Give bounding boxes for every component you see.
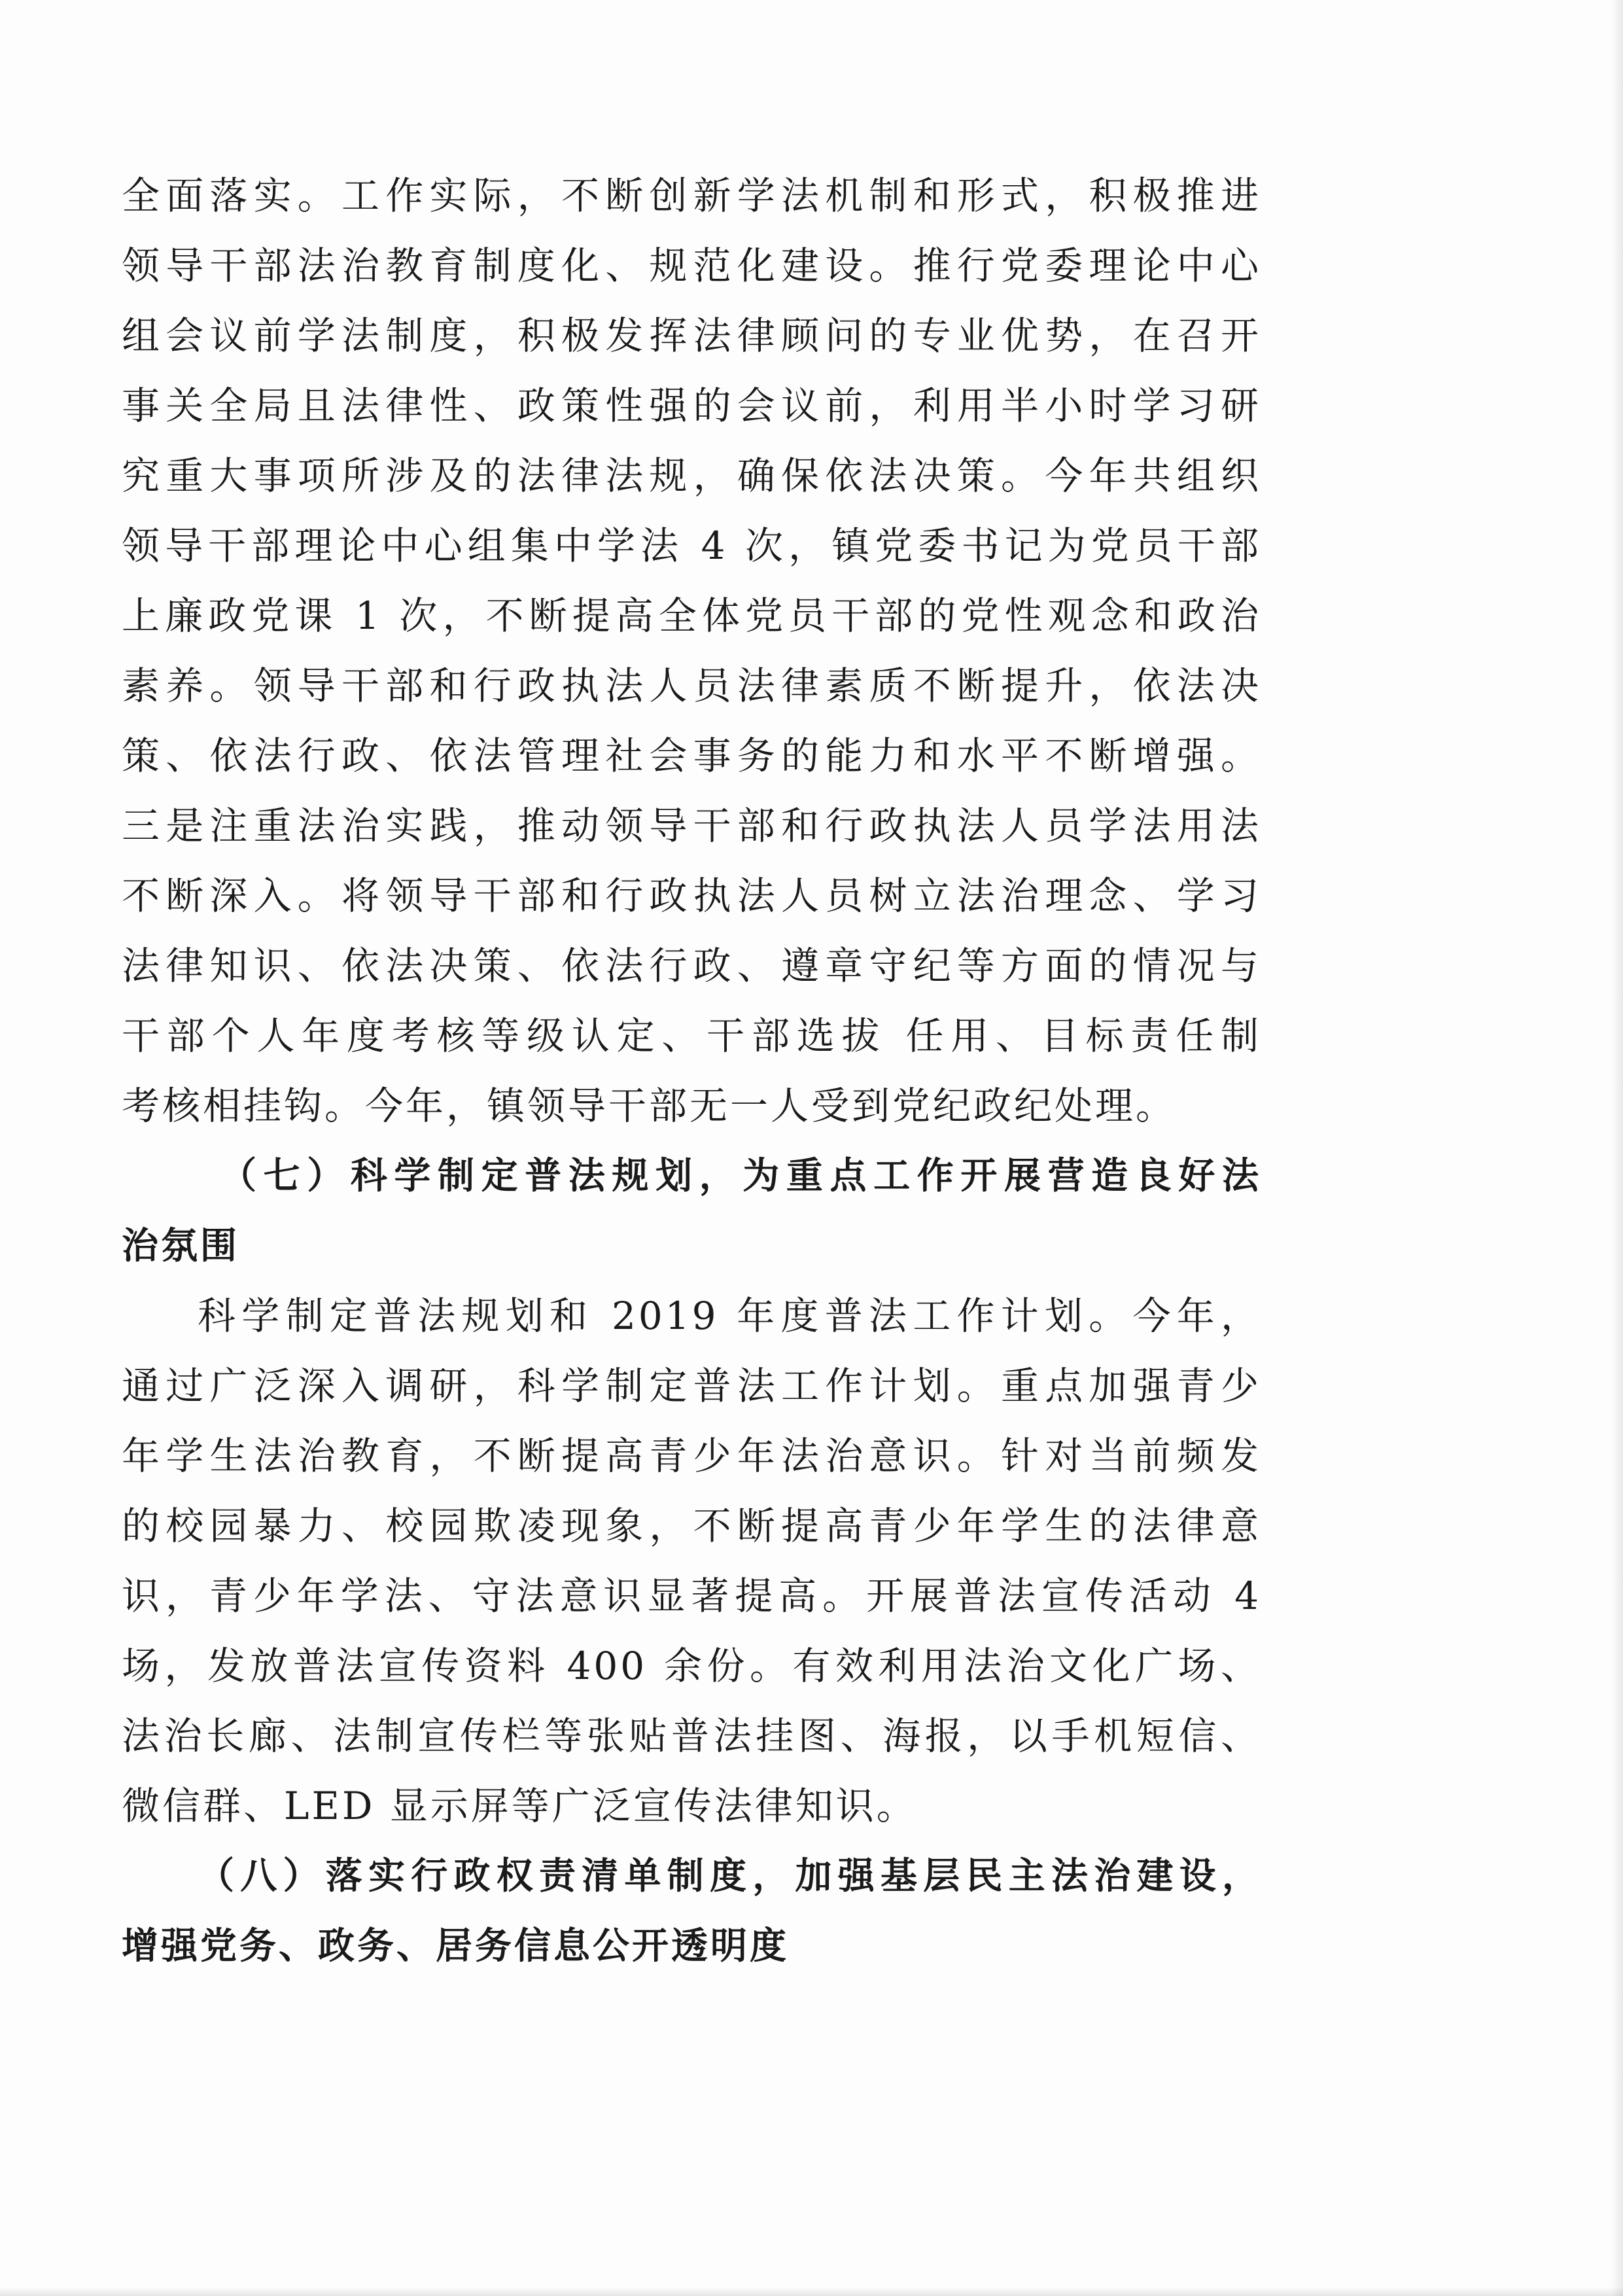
section-heading-8-cont: 增强党务、政务、居务信息公开透明度 [122, 1925, 789, 1968]
body-line: 素养。领导干部和行政执法人员法律素质不断提升，依法决 [122, 663, 1261, 708]
scan-shadow-right [1611, 0, 1623, 2296]
body-line: 全面落实。工作实际，不断创新学法机制和形式，积极推进 [122, 173, 1261, 218]
body-line: 不断深入。将领导干部和行政执法人员树立法治理念、学习 [122, 874, 1261, 918]
body-line: 究重大事项所涉及的法律法规，确保依法决策。今年共组织 [122, 453, 1261, 498]
section-heading-7: （七）科学制定普法规划，为重点工作开展营造良好法 [220, 1155, 1261, 1197]
body-line: 策、依法行政、依法管理社会事务的能力和水平不断增强。 [122, 733, 1261, 778]
body-line: 法律知识、依法决策、依法行政、遵章守纪等方面的情况与 [122, 944, 1261, 988]
document-body [122, 161, 1261, 1981]
body-line: 领导干部法治教育制度化、规范化建设。推行党委理论中心 [122, 243, 1261, 288]
paragraph-7-line: 微信群、LED 显示屏等广泛宣传法律知识。 [122, 1784, 917, 1828]
body-line: 三是注重法治实践，推动领导干部和行政执法人员学法用法 [122, 804, 1261, 848]
body-line: 组会议前学法制度，积极发挥法律顾问的专业优势，在召开 [122, 313, 1261, 358]
body-line: 干部个人年度考核等级认定、干部选拔 任用、目标责任制 [122, 1014, 1261, 1058]
paragraph-7-line: 识，青少年学法、守法意识显著提高。开展普法宣传活动 4 [122, 1574, 1261, 1618]
body-line: 事关全局且法律性、政策性强的会议前，利用半小时学习研 [122, 383, 1261, 428]
paragraph-7-line: 年学生法治教育，不断提高青少年法治意识。针对当前频发 [122, 1434, 1261, 1478]
paragraph-7-line: 的校园暴力、校园欺凌现象，不断提高青少年学生的法律意 [122, 1504, 1261, 1548]
body-line: 上廉政党课 1 次，不断提高全体党员干部的党性观念和政治 [122, 593, 1261, 638]
paragraph-7-line: 科学制定普法规划和 2019 年度普法工作计划。今年， [198, 1294, 1261, 1338]
scan-shadow-bottom [0, 2287, 1623, 2296]
section-heading-7-cont: 治氛围 [122, 1225, 239, 1267]
paragraph-7-line: 场，发放普法宣传资料 400 余份。有效利用法治文化广场、 [122, 1644, 1261, 1688]
paragraph-7-line: 通过广泛深入调研，科学制定普法工作计划。重点加强青少 [122, 1364, 1261, 1408]
body-line: 考核相挂钩。今年，镇领导干部无一人受到党纪政纪处理。 [122, 1084, 1177, 1128]
section-heading-8: （八）落实行政权责清单制度，加强基层民主法治建设， [198, 1855, 1261, 1898]
paragraph-7-line: 法治长廊、法制宣传栏等张贴普法挂图、海报，以手机短信、 [122, 1714, 1261, 1758]
body-line: 领导干部理论中心组集中学法 4 次，镇党委书记为党员干部 [122, 523, 1261, 568]
